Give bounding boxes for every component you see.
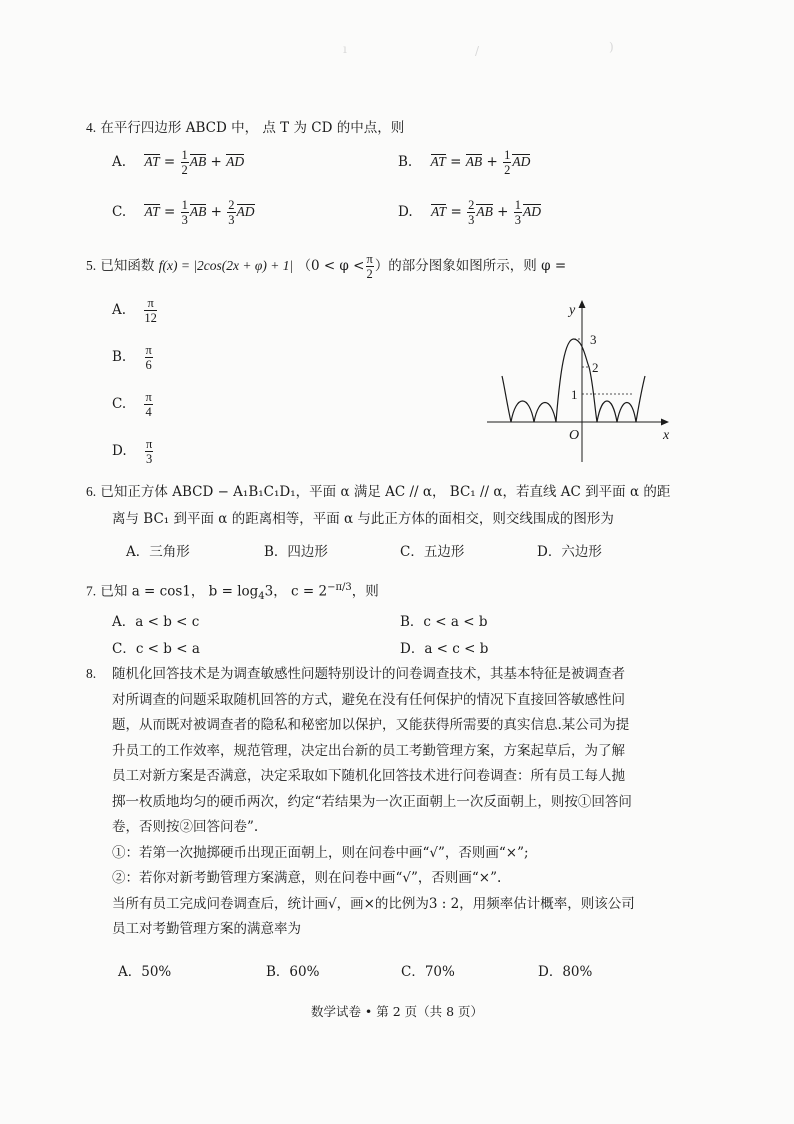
q6-option-d[interactable]: D．六边形: [537, 544, 602, 560]
x-axis-label: x: [663, 428, 670, 443]
question-8-body: 随机化回答技术是为调查敏感性问题特别设计的问卷调查技术，其基本特征是被调查者 对所调查的问题采取随机回答的方式，避免在没有任何保护的情况下直接回答敏感性问 题，从而既对被调查者的隐私和秘密加以保护，又能获得所需要的真实信息.某公司为提 升员工的工作效率，规范管理，决定出台新的员工考勤管理方案，方案起草后，为了解 员工对新方案是否满意，决定采取如下随机化回答技术进行问卷调查：所有员工每人抛 掷一枚质地均匀的硬币两次，约定“若结果为一次正面朝上一次反面朝上，则按①回答问 卷，否则按②回答问卷”. ①：若第一次抛掷硬币出现正面朝上，则在问卷中画“√”，否则画“×”; ②：若你对新考勤管理方案满意，则在问卷中画“√”，否则画“×”. 当所有员工完成问卷调查后，统计画√，画×的比例为3 : 2，用频率估计概率，则该公司 员工对考勤管理方案的满意率为: [112, 666, 635, 937]
question-6-line-2: 离与 BC₁ 到平面 α 的距离相等，平面 α 与此正方体的面相交，则交线围成的图形为: [112, 511, 614, 527]
question-text: 在平行四边形 ABCD 中， 点 T 为 CD 的中点，则: [100, 120, 405, 136]
question-8-number: 8.: [86, 666, 97, 681]
scan-mark: /: [475, 44, 480, 58]
q7-option-c[interactable]: C．c < b < a: [112, 641, 200, 657]
tick-label-1: 1: [571, 387, 578, 402]
tick-label-3: 3: [590, 332, 597, 347]
q6-option-c[interactable]: C．五边形: [400, 544, 465, 560]
q8-option-a[interactable]: A．50%: [118, 964, 172, 980]
question-number: 4.: [86, 120, 97, 135]
q4-option-d[interactable]: D. AT = $\frac{2}{3}$ AB + $\frac{1}{3}$ AD: [398, 198, 542, 227]
question-7-stem: 7. 已知 a = cos1， $b = \log_43$， $c = 2^{-\pi/3}$，则: [86, 582, 379, 603]
page-footer: 数学试卷 • 第 2 页（共 8 页）: [310, 1004, 484, 1019]
q5-option-c[interactable]: C. $\frac{\pi}{4}$: [112, 390, 152, 419]
origin-label: O: [569, 428, 580, 443]
q8-option-b[interactable]: B．60%: [266, 964, 320, 980]
q7-option-d[interactable]: D．a < c < b: [400, 641, 489, 657]
q6-option-b[interactable]: B．四边形: [264, 544, 328, 560]
q8-option-c[interactable]: C．70%: [401, 964, 455, 980]
question-5-stem: 5. 已知函数 f(x) = |2cos(2x + φ) + 1| （0 < φ < $\frac{\pi}{2}$ ）的部分图象如图所示，则 φ =: [86, 252, 567, 281]
q4-option-a[interactable]: A. AT = $\frac{1}{2}$ AB + AD: [112, 148, 245, 177]
scan-mark: ): [609, 40, 614, 54]
q4-option-b[interactable]: B. AT = AB + $\frac{1}{2}$ AD: [398, 148, 531, 177]
q8-option-d[interactable]: D．80%: [538, 964, 593, 980]
q5-option-b[interactable]: B. $\frac{\pi}{6}$: [112, 343, 152, 372]
scan-mark: ı: [343, 42, 347, 56]
q5-option-d[interactable]: D. $\frac{\pi}{3}$: [112, 437, 153, 466]
tick-label-2: 2: [592, 360, 599, 375]
q6-option-a[interactable]: A．三角形: [126, 544, 190, 560]
question-4-stem: [86, 118, 404, 138]
q7-option-b[interactable]: B．c < a < b: [400, 614, 488, 630]
question-6-line-1: 6. 已知正方体 ABCD − A₁B₁C₁D₁，平面 α 满足 AC // α， BC₁ // α，若直线 AC 到平面 α 的距: [86, 484, 671, 500]
y-axis-label: y: [569, 303, 576, 318]
q5-option-a[interactable]: A. $\frac{\pi}{12}$: [112, 296, 157, 325]
q4-option-c[interactable]: C. AT = $\frac{1}{3}$ AB + $\frac{2}{3}$ AD: [112, 198, 255, 227]
function-graph: [485, 292, 675, 472]
q7-option-a[interactable]: A．a < b < c: [112, 614, 200, 630]
